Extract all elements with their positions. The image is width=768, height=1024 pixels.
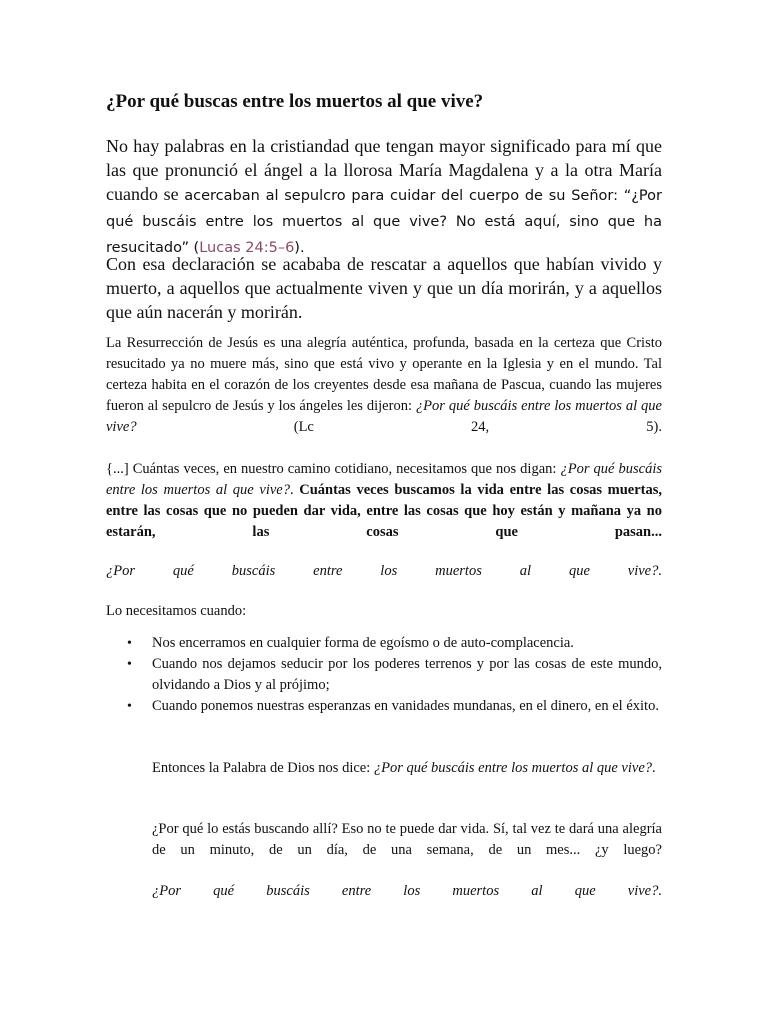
- needs-list: [106, 633, 662, 717]
- question-line-2: [152, 881, 662, 902]
- list-item: • Cuando ponemos nuestras esperanzas en vanidades mundanas, en el dinero, en el éxito.: [106, 696, 662, 717]
- intro-text-c: ).: [294, 240, 305, 256]
- daily-path-dot: .: [289, 482, 300, 498]
- resurrection-text: La Resurrección de Jesús es una alegría auténtica, profunda, basada en la certeza que Cristo resucitado ya no muere más, sino que está vivo y operante en la Iglesia y en el mundo. Tal certeza habita en el corazón de los creyentes desde esa mañana de Pascua, cuando las mujeres fueron al sepulcro de Jesús y los ángeles les dijeron:: [106, 335, 662, 414]
- daily-path-paragraph: [106, 459, 662, 543]
- question-line-1: [106, 561, 662, 582]
- list-item: • Cuando nos dejamos seducir por los poderes terrenos y por las cosas de este mundo, olvidando a Dios y al prójimo;: [127, 656, 662, 693]
- word-of-god-dot: .: [652, 760, 656, 776]
- resurrection-paragraph: [106, 333, 662, 438]
- bullet-icon: •: [127, 636, 132, 651]
- resurrection-quote: ¿Por qué buscáis entre los muertos al que vive?: [106, 398, 662, 435]
- question-quote-2: ¿Por qué buscáis entre los muertos al que vive?.: [152, 883, 662, 899]
- word-of-god-text: Entonces la Palabra de Dios nos dice:: [152, 760, 374, 776]
- daily-path-text: {...] Cuántas veces, en nuestro camino cotidiano, necesitamos que nos digan:: [106, 461, 561, 477]
- word-of-god-paragraph: [152, 758, 662, 779]
- bullet-icon: •: [127, 699, 132, 714]
- searching-paragraph: ¿Por qué lo estás buscando allí? Eso no te puede dar vida. Sí, tal vez te dará una alegría de un minuto, de un día, de una semana, de un mes... ¿y luego?: [152, 821, 662, 858]
- intro-text-a: No hay palabras en la cristiandad que tengan mayor significado para mí que las que pronunció el ángel a la llorosa María Magdalena y a la otra María cuando se: [106, 136, 662, 204]
- bible-citation-link[interactable]: Lucas 24:5–6: [199, 240, 295, 256]
- word-of-god-quote: ¿Por qué buscáis entre los muertos al que vive?: [373, 760, 653, 776]
- bullet-icon: •: [127, 657, 132, 672]
- question-quote-1: ¿Por qué buscáis entre los muertos al que vive?.: [106, 563, 662, 579]
- list-item: • Nos encerramos en cualquier forma de egoísmo o de auto-complacencia.: [106, 633, 662, 654]
- daily-path-quote: ¿Por qué buscáis entre los muertos al que vive?: [106, 461, 663, 498]
- document-title: ¿Por qué buscas entre los muertos al que vive?: [106, 91, 484, 112]
- intro-text-b: acercaban al sepulcro para cuidar del cuerpo de su Señor: “¿Por qué buscáis entre los muertos al que vive? No está aquí, sino que ha resucitado” (: [106, 188, 662, 256]
- intro-paragraph: [106, 134, 662, 260]
- need-intro: Lo necesitamos cuando:: [106, 603, 247, 619]
- daily-path-bold: Cuántas veces buscamos la vida entre las cosas muertas, entre las cosas que no pueden dar vida, entre las cosas que hoy están y mañana ya no estarán, las cosas que pasan...: [106, 482, 662, 540]
- resurrection-reference: (Lc 24, 5).: [136, 419, 662, 435]
- declaration-paragraph: Con esa declaración se acababa de rescatar a aquellos que habían vivido y muerto, a aquellos que actualmente viven y que un día morirán, y a aquellos que aún nacerán y morirán.: [106, 254, 662, 322]
